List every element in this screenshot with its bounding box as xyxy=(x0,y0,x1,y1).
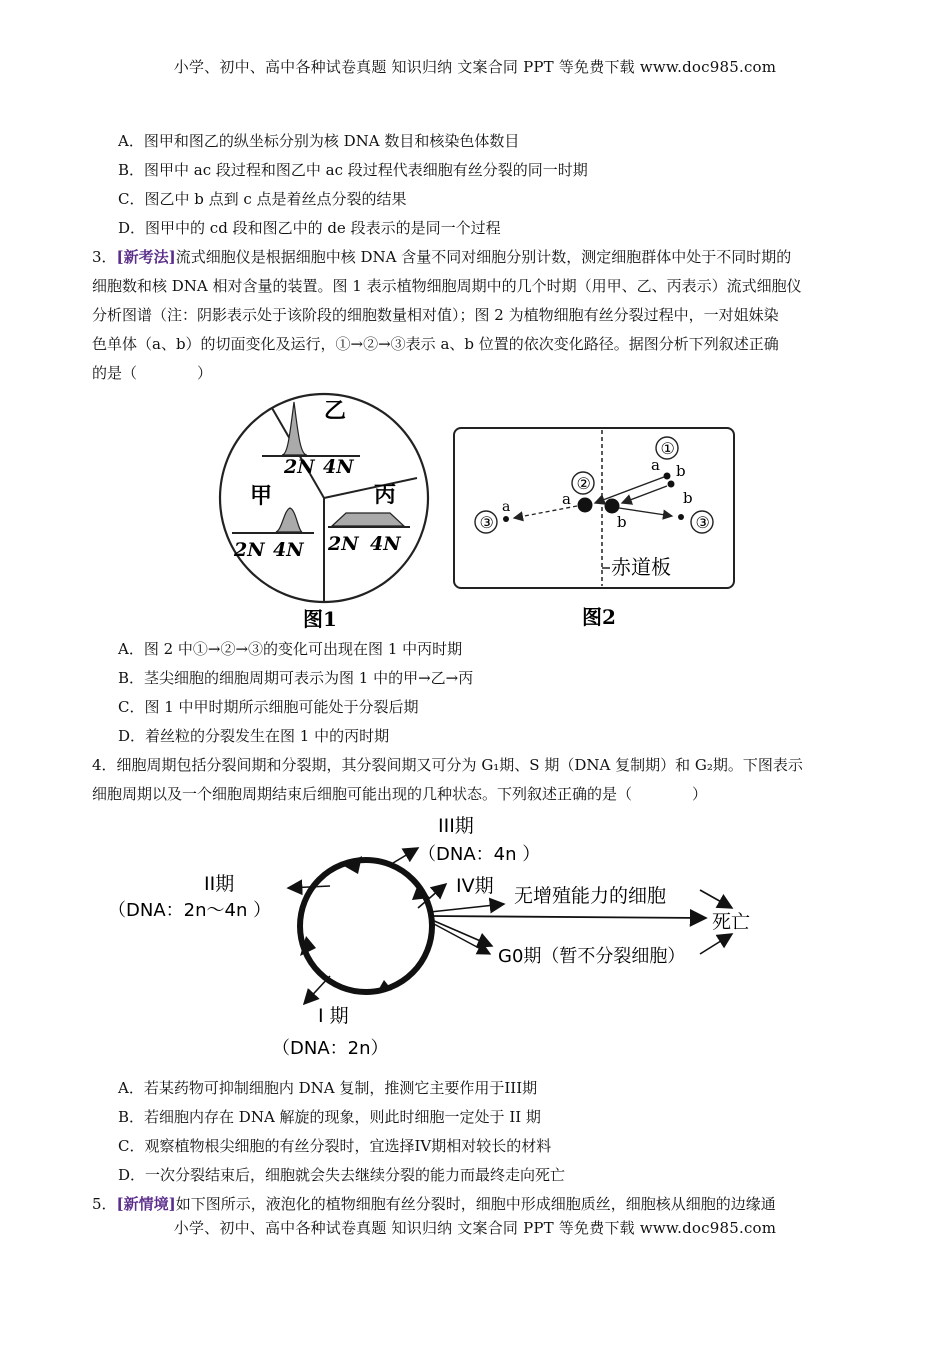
chromatid-a-at-2: a xyxy=(562,490,571,508)
q3-option-c: C．图 1 中甲时期所示细胞可能处于分裂后期 xyxy=(118,698,419,716)
q3-tag: [新考法] xyxy=(116,248,176,266)
q3-stem-line-2: 细胞数和核 DNA 相对含量的装置。图 1 表示植物细胞周期中的几个时期（用甲、乙、丙表示）流式细胞仪 xyxy=(92,277,802,295)
q5-stem-text: 如下图所示，液泡化的植物细胞有丝分裂时，细胞中形成细胞质丝，细胞核从细胞的边缘通 xyxy=(175,1195,776,1213)
q3-option-a: A．图 2 中①→②→③的变化可出现在图 1 中丙时期 xyxy=(118,640,463,658)
q3-stem-line-3: 分析图谱（注：阴影表示处于该阶段的细胞数量相对值）；图 2 为植物细胞有丝分裂过程中，一对姐妹染 xyxy=(92,306,779,324)
q3-number: 3． xyxy=(92,248,117,266)
q2-option-d: D．图甲中的 cd 段和图乙中的 de 段表示的是同一个过程 xyxy=(118,219,501,237)
phase-1-dna: （DNA：2n） xyxy=(272,1038,389,1059)
position-3-right-label: ③ xyxy=(695,513,710,532)
sector-label-bing: 丙 xyxy=(374,482,397,508)
q3-option-b: B．茎尖细胞的细胞周期可表示为图 1 中的甲→乙→丙 xyxy=(118,669,474,687)
position-2-label: ② xyxy=(576,474,591,493)
q4-option-c: C．观察植物根尖细胞的有丝分裂时，宜选择IV期相对较长的材料 xyxy=(118,1137,552,1155)
phase-2-dna: （DNA：2n～4n ） xyxy=(108,900,272,921)
page-header: 小学、初中、高中各种试卷真题 知识归纳 文案合同 PPT 等免费下载 www.doc985.com xyxy=(173,58,777,76)
jia-axis-2n: 2N xyxy=(234,539,265,561)
phase-1-label: I 期 xyxy=(318,1005,349,1027)
q5-stem-line-1 xyxy=(92,1194,776,1214)
phase-4-label: IV期 xyxy=(456,875,494,897)
q5-tag: [新情境] xyxy=(116,1195,176,1213)
q3-stem-line-4: 色单体（a、b）的切面变化及运行，①→②→③表示 a、b 位置的依次变化路径。据图分析下列叙述正确 xyxy=(92,335,779,353)
yi-axis-2n: 2N xyxy=(284,456,315,478)
chromatid-b-at-2: b xyxy=(617,513,627,531)
figure-1-caption: 图1 xyxy=(303,607,337,631)
q3-stem-line-5: 的是（ ） xyxy=(92,364,213,382)
figure-2-caption: 图2 xyxy=(582,605,616,629)
sector-label-jia: 甲 xyxy=(250,483,273,509)
chromatid-a-at-1: a xyxy=(651,456,660,474)
nonproliferating-cell-label: 无增殖能力的细胞 xyxy=(514,885,667,907)
cell-cycle-diagram xyxy=(100,808,800,1070)
q4-option-d: D．一次分裂结束后，细胞就会失去继续分裂的能力而最终走向死亡 xyxy=(118,1166,566,1184)
q2-option-c: C．图乙中 b 点到 c 点是着丝点分裂的结果 xyxy=(118,190,407,208)
q5-number: 5． xyxy=(92,1195,117,1213)
phase-3-label: III期 xyxy=(438,815,474,837)
bing-axis-2n: 2N xyxy=(328,533,359,555)
sector-label-yi: 乙 xyxy=(324,398,347,424)
page-footer: 小学、初中、高中各种试卷真题 知识归纳 文案合同 PPT 等免费下载 www.doc985.com xyxy=(173,1219,777,1237)
position-1-label: ① xyxy=(660,439,675,458)
g0-label: G0期（暂不分裂细胞） xyxy=(498,946,686,967)
bing-axis-4n: 4N xyxy=(370,533,401,555)
chromatid-a-at-3: a xyxy=(502,499,511,515)
chromatid-b-at-1: b xyxy=(676,462,686,480)
chromatid-b-at-3: b xyxy=(683,489,693,507)
equatorial-plate-label: 赤道板 xyxy=(611,555,671,579)
figure-1 xyxy=(210,392,438,632)
q4-stem-line-1: 4．细胞周期包括分裂间期和分裂期，其分裂间期又可分为 G₁期、S 期（DNA 复制期）和 G₂期。下图表示 xyxy=(92,756,803,774)
jia-axis-4n: 4N xyxy=(273,539,304,561)
q2-option-a: A．图甲和图乙的纵坐标分别为核 DNA 数目和核染色体数目 xyxy=(118,132,520,150)
phase-2-label: II期 xyxy=(204,873,235,895)
cycle-circle xyxy=(300,860,432,992)
q4-stem-line-2: 细胞周期以及一个细胞周期结束后细胞可能出现的几种状态。下列叙述正确的是（ ） xyxy=(92,785,708,803)
phase-3-dna: （DNA：4n ） xyxy=(418,844,541,865)
death-label: 死亡 xyxy=(712,911,751,933)
q3-option-d: D．着丝粒的分裂发生在图 1 中的丙时期 xyxy=(118,727,390,745)
q2-option-b: B．图甲中 ac 段过程和图乙中 ac 段过程代表细胞有丝分裂的同一时期 xyxy=(118,161,588,179)
q4-option-a: A．若某药物可抑制细胞内 DNA 复制，推测它主要作用于III期 xyxy=(118,1079,538,1097)
yi-axis-4n: 4N xyxy=(323,456,354,478)
q3-stem-text-1: 流式细胞仪是根据细胞中核 DNA 含量不同对细胞分别计数，测定细胞群体中处于不同时期的 xyxy=(175,248,792,266)
figure-2 xyxy=(452,426,738,632)
position-3-left-label: ③ xyxy=(479,513,494,532)
q3-stem-line-1 xyxy=(92,247,791,267)
q4-option-b: B．若细胞内存在 DNA 解旋的现象，则此时细胞一定处于 II 期 xyxy=(118,1108,541,1126)
